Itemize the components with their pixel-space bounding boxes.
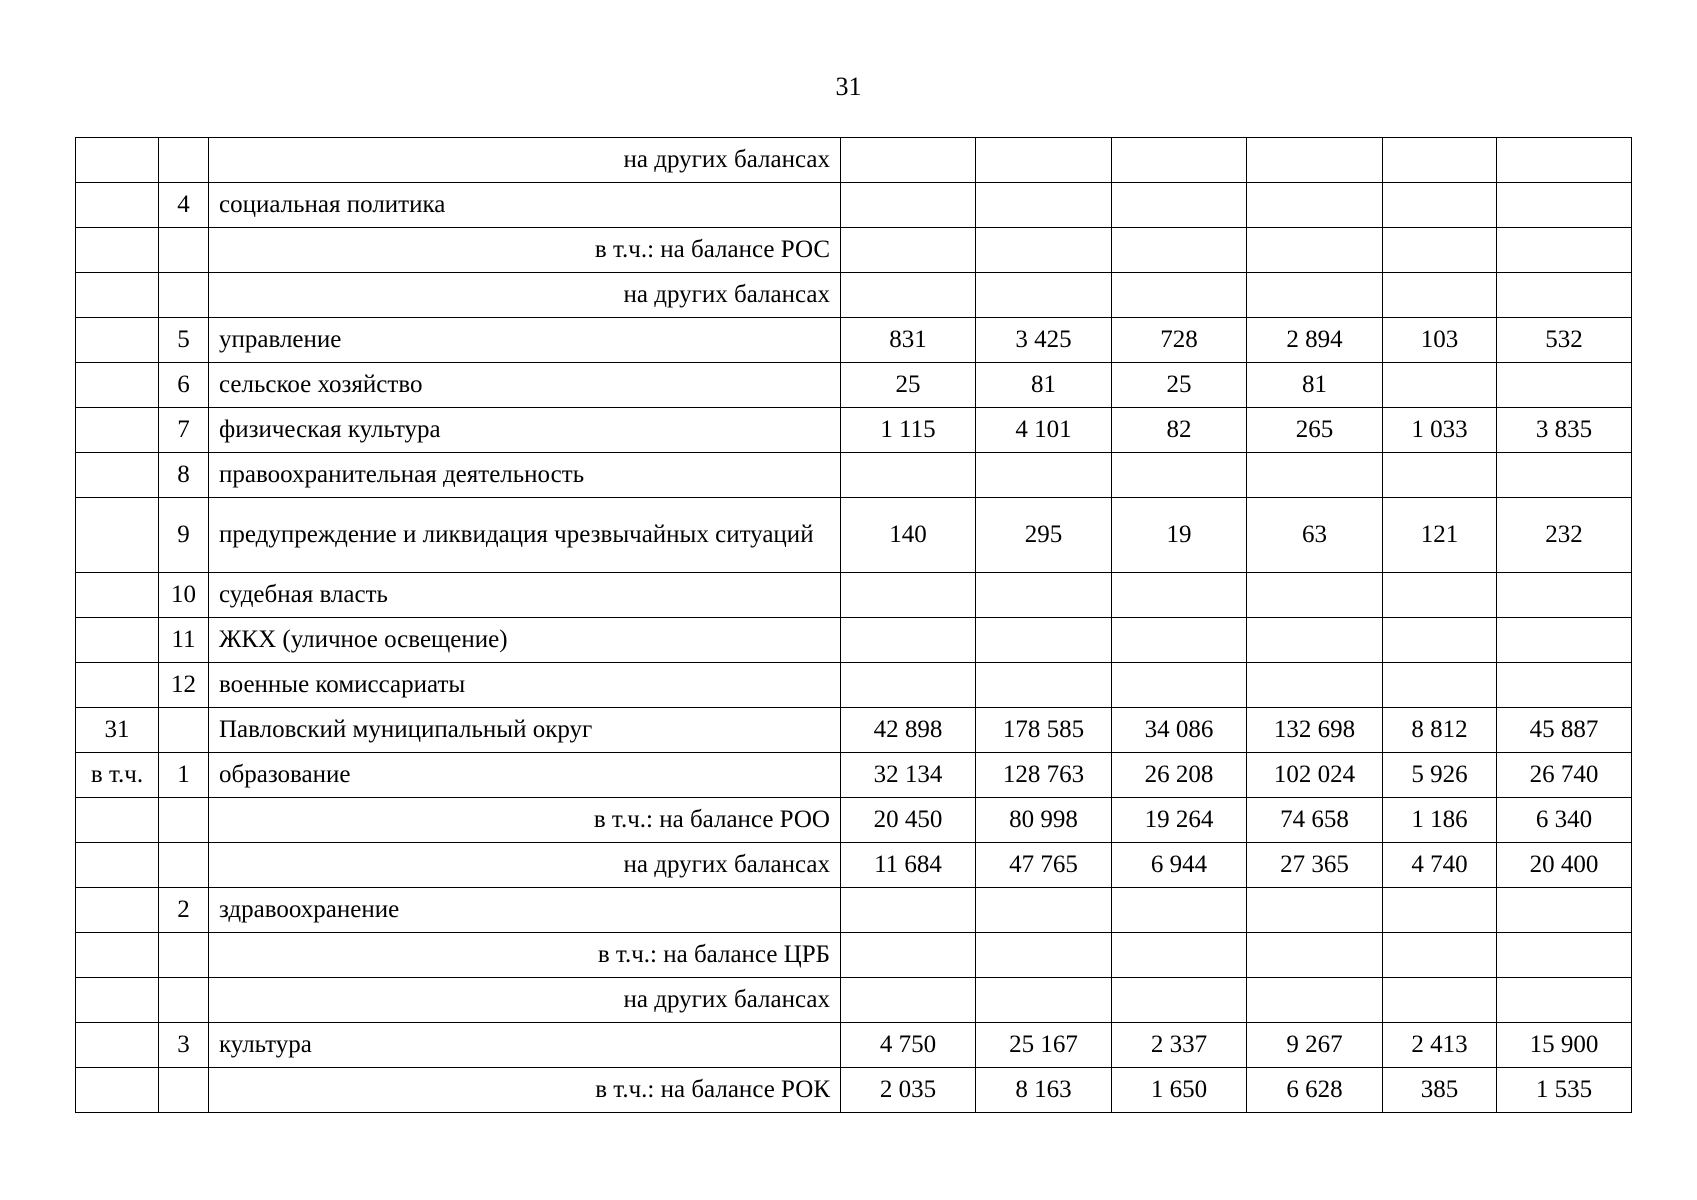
value-cell bbox=[1497, 183, 1632, 228]
value-cell: 9 267 bbox=[1247, 1023, 1383, 1068]
value-cell: 82 bbox=[1112, 408, 1247, 453]
value-cell bbox=[1247, 183, 1383, 228]
value-cell: 47 765 bbox=[976, 843, 1112, 888]
value-cell bbox=[1112, 663, 1247, 708]
table-row bbox=[76, 183, 1632, 228]
region-number-cell bbox=[76, 228, 159, 273]
category-name-cell: образование bbox=[209, 753, 841, 798]
item-number-cell: 12 bbox=[159, 663, 209, 708]
value-cell: 4 740 bbox=[1383, 843, 1497, 888]
table-row bbox=[76, 363, 1632, 408]
value-cell: 42 898 bbox=[841, 708, 976, 753]
value-cell: 265 bbox=[1247, 408, 1383, 453]
value-cell bbox=[1112, 138, 1247, 183]
category-name-cell: здравоохранение bbox=[209, 888, 841, 933]
value-cell bbox=[1497, 888, 1632, 933]
value-cell: 140 bbox=[841, 498, 976, 573]
value-cell: 2 894 bbox=[1247, 318, 1383, 363]
value-cell bbox=[1112, 228, 1247, 273]
value-cell bbox=[976, 888, 1112, 933]
value-cell bbox=[1497, 273, 1632, 318]
item-number-cell: 5 bbox=[159, 318, 209, 363]
value-cell bbox=[1112, 183, 1247, 228]
value-cell: 81 bbox=[1247, 363, 1383, 408]
value-cell: 45 887 bbox=[1497, 708, 1632, 753]
category-name-cell: физическая культура bbox=[209, 408, 841, 453]
value-cell: 103 bbox=[1383, 318, 1497, 363]
value-cell bbox=[841, 978, 976, 1023]
item-number-cell: 3 bbox=[159, 1023, 209, 1068]
table-row bbox=[76, 933, 1632, 978]
value-cell bbox=[1112, 573, 1247, 618]
category-name-cell: социальная политика bbox=[209, 183, 841, 228]
item-number-cell bbox=[159, 708, 209, 753]
item-number-cell bbox=[159, 933, 209, 978]
value-cell: 34 086 bbox=[1112, 708, 1247, 753]
table-row bbox=[76, 798, 1632, 843]
region-number-cell bbox=[76, 273, 159, 318]
value-cell bbox=[841, 453, 976, 498]
category-name-cell: управление bbox=[209, 318, 841, 363]
value-cell bbox=[1247, 273, 1383, 318]
value-cell bbox=[1247, 663, 1383, 708]
region-number-cell bbox=[76, 453, 159, 498]
value-cell: 20 400 bbox=[1497, 843, 1632, 888]
region-number-cell bbox=[76, 663, 159, 708]
region-number-cell bbox=[76, 618, 159, 663]
value-cell bbox=[1383, 933, 1497, 978]
value-cell: 5 926 bbox=[1383, 753, 1497, 798]
item-number-cell bbox=[159, 273, 209, 318]
category-name-cell: Павловский муниципальный округ bbox=[209, 708, 841, 753]
category-name-cell: на других балансах bbox=[209, 138, 841, 183]
value-cell bbox=[841, 618, 976, 663]
region-number-cell bbox=[76, 933, 159, 978]
value-cell bbox=[1497, 978, 1632, 1023]
item-number-cell bbox=[159, 1068, 209, 1113]
value-cell: 63 bbox=[1247, 498, 1383, 573]
value-cell bbox=[976, 978, 1112, 1023]
value-cell bbox=[841, 273, 976, 318]
value-cell: 1 033 bbox=[1383, 408, 1497, 453]
item-number-cell: 9 bbox=[159, 498, 209, 573]
value-cell: 81 bbox=[976, 363, 1112, 408]
value-cell: 2 337 bbox=[1112, 1023, 1247, 1068]
value-cell: 532 bbox=[1497, 318, 1632, 363]
value-cell: 19 264 bbox=[1112, 798, 1247, 843]
value-cell bbox=[1497, 228, 1632, 273]
value-cell: 20 450 bbox=[841, 798, 976, 843]
value-cell bbox=[1383, 978, 1497, 1023]
region-number-cell: в т.ч. bbox=[76, 753, 159, 798]
table-row bbox=[76, 408, 1632, 453]
value-cell bbox=[1383, 888, 1497, 933]
value-cell bbox=[1112, 618, 1247, 663]
value-cell bbox=[1497, 663, 1632, 708]
value-cell bbox=[841, 573, 976, 618]
region-number-cell bbox=[76, 978, 159, 1023]
value-cell bbox=[1112, 273, 1247, 318]
table-row bbox=[76, 318, 1632, 363]
value-cell: 25 167 bbox=[976, 1023, 1112, 1068]
value-cell: 3 835 bbox=[1497, 408, 1632, 453]
region-number-cell bbox=[76, 183, 159, 228]
value-cell bbox=[1383, 573, 1497, 618]
value-cell: 121 bbox=[1383, 498, 1497, 573]
item-number-cell bbox=[159, 978, 209, 1023]
category-name-cell: культура bbox=[209, 1023, 841, 1068]
table-row bbox=[76, 708, 1632, 753]
table-row bbox=[76, 663, 1632, 708]
category-name-cell: правоохранительная деятельность bbox=[209, 453, 841, 498]
region-number-cell bbox=[76, 843, 159, 888]
value-cell: 102 024 bbox=[1247, 753, 1383, 798]
item-number-cell bbox=[159, 843, 209, 888]
region-number-cell bbox=[76, 363, 159, 408]
value-cell bbox=[1497, 573, 1632, 618]
value-cell: 27 365 bbox=[1247, 843, 1383, 888]
value-cell: 25 bbox=[1112, 363, 1247, 408]
category-name-cell: в т.ч.: на балансе РОО bbox=[209, 798, 841, 843]
category-name-cell: судебная власть bbox=[209, 573, 841, 618]
value-cell bbox=[841, 888, 976, 933]
table-row bbox=[76, 1068, 1632, 1113]
value-cell: 26 740 bbox=[1497, 753, 1632, 798]
value-cell bbox=[1383, 273, 1497, 318]
value-cell bbox=[841, 138, 976, 183]
region-number-cell: 31 bbox=[76, 708, 159, 753]
region-number-cell bbox=[76, 573, 159, 618]
region-number-cell bbox=[76, 1023, 159, 1068]
value-cell bbox=[1247, 138, 1383, 183]
value-cell bbox=[1383, 618, 1497, 663]
value-cell: 8 163 bbox=[976, 1068, 1112, 1113]
value-cell: 1 186 bbox=[1383, 798, 1497, 843]
value-cell: 3 425 bbox=[976, 318, 1112, 363]
value-cell bbox=[1112, 888, 1247, 933]
value-cell: 6 628 bbox=[1247, 1068, 1383, 1113]
category-name-cell: на других балансах bbox=[209, 843, 841, 888]
value-cell bbox=[1247, 978, 1383, 1023]
value-cell bbox=[976, 273, 1112, 318]
category-name-cell: в т.ч.: на балансе ЦРБ bbox=[209, 933, 841, 978]
category-name-cell: на других балансах bbox=[209, 978, 841, 1023]
value-cell: 4 101 bbox=[976, 408, 1112, 453]
value-cell bbox=[976, 183, 1112, 228]
value-cell: 11 684 bbox=[841, 843, 976, 888]
table-row bbox=[76, 573, 1632, 618]
value-cell bbox=[1497, 453, 1632, 498]
item-number-cell: 8 bbox=[159, 453, 209, 498]
value-cell bbox=[841, 183, 976, 228]
value-cell: 25 bbox=[841, 363, 976, 408]
value-cell bbox=[1247, 453, 1383, 498]
item-number-cell: 10 bbox=[159, 573, 209, 618]
value-cell: 1 535 bbox=[1497, 1068, 1632, 1113]
value-cell bbox=[841, 933, 976, 978]
value-cell bbox=[1247, 888, 1383, 933]
value-cell bbox=[976, 228, 1112, 273]
category-name-cell: на других балансах bbox=[209, 273, 841, 318]
item-number-cell: 11 bbox=[159, 618, 209, 663]
table-row bbox=[76, 753, 1632, 798]
table-row bbox=[76, 978, 1632, 1023]
value-cell: 26 208 bbox=[1112, 753, 1247, 798]
value-cell: 80 998 bbox=[976, 798, 1112, 843]
value-cell bbox=[1383, 183, 1497, 228]
region-number-cell bbox=[76, 318, 159, 363]
value-cell: 15 900 bbox=[1497, 1023, 1632, 1068]
value-cell: 132 698 bbox=[1247, 708, 1383, 753]
page-number: 31 bbox=[835, 72, 862, 101]
value-cell: 1 650 bbox=[1112, 1068, 1247, 1113]
value-cell bbox=[976, 618, 1112, 663]
value-cell bbox=[976, 933, 1112, 978]
item-number-cell: 7 bbox=[159, 408, 209, 453]
value-cell bbox=[976, 573, 1112, 618]
value-cell bbox=[976, 663, 1112, 708]
region-number-cell bbox=[76, 138, 159, 183]
category-name-cell: в т.ч.: на балансе РОС bbox=[209, 228, 841, 273]
value-cell bbox=[1383, 138, 1497, 183]
value-cell: 2 413 bbox=[1383, 1023, 1497, 1068]
table-row bbox=[76, 138, 1632, 183]
value-cell: 4 750 bbox=[841, 1023, 976, 1068]
value-cell bbox=[1247, 228, 1383, 273]
table-row bbox=[76, 1023, 1632, 1068]
value-cell bbox=[1383, 453, 1497, 498]
region-number-cell bbox=[76, 498, 159, 573]
category-name-cell: военные комиссариаты bbox=[209, 663, 841, 708]
table-row bbox=[76, 273, 1632, 318]
value-cell: 385 bbox=[1383, 1068, 1497, 1113]
value-cell: 232 bbox=[1497, 498, 1632, 573]
category-name-cell: сельское хозяйство bbox=[209, 363, 841, 408]
value-cell: 8 812 bbox=[1383, 708, 1497, 753]
item-number-cell: 1 bbox=[159, 753, 209, 798]
table-row bbox=[76, 498, 1632, 573]
value-cell bbox=[1383, 363, 1497, 408]
item-number-cell bbox=[159, 798, 209, 843]
value-cell bbox=[1112, 453, 1247, 498]
value-cell: 728 bbox=[1112, 318, 1247, 363]
value-cell: 2 035 bbox=[841, 1068, 976, 1113]
region-number-cell bbox=[76, 1068, 159, 1113]
table-row bbox=[76, 843, 1632, 888]
value-cell bbox=[1112, 978, 1247, 1023]
data-table bbox=[75, 137, 1632, 1113]
item-number-cell bbox=[159, 228, 209, 273]
value-cell bbox=[1497, 363, 1632, 408]
value-cell bbox=[1383, 663, 1497, 708]
value-cell: 178 585 bbox=[976, 708, 1112, 753]
value-cell: 1 115 bbox=[841, 408, 976, 453]
item-number-cell: 4 bbox=[159, 183, 209, 228]
table-row bbox=[76, 618, 1632, 663]
category-name-cell: предупреждение и ликвидация чрезвычайных ситуаций bbox=[209, 498, 841, 573]
value-cell: 6 340 bbox=[1497, 798, 1632, 843]
value-cell bbox=[841, 228, 976, 273]
value-cell bbox=[1383, 228, 1497, 273]
region-number-cell bbox=[76, 798, 159, 843]
value-cell bbox=[1497, 618, 1632, 663]
item-number-cell bbox=[159, 138, 209, 183]
table-row bbox=[76, 453, 1632, 498]
value-cell bbox=[976, 138, 1112, 183]
value-cell bbox=[841, 663, 976, 708]
value-cell: 74 658 bbox=[1247, 798, 1383, 843]
item-number-cell: 2 bbox=[159, 888, 209, 933]
value-cell: 6 944 bbox=[1112, 843, 1247, 888]
value-cell: 19 bbox=[1112, 498, 1247, 573]
value-cell: 831 bbox=[841, 318, 976, 363]
table-body bbox=[76, 138, 1632, 1113]
value-cell bbox=[976, 453, 1112, 498]
table-row bbox=[76, 888, 1632, 933]
region-number-cell bbox=[76, 408, 159, 453]
table-row bbox=[76, 228, 1632, 273]
item-number-cell: 6 bbox=[159, 363, 209, 408]
category-name-cell: в т.ч.: на балансе РОК bbox=[209, 1068, 841, 1113]
region-number-cell bbox=[76, 888, 159, 933]
value-cell: 295 bbox=[976, 498, 1112, 573]
category-name-cell: ЖКХ (уличное освещение) bbox=[209, 618, 841, 663]
value-cell bbox=[1112, 933, 1247, 978]
value-cell bbox=[1247, 618, 1383, 663]
value-cell: 128 763 bbox=[976, 753, 1112, 798]
value-cell bbox=[1247, 573, 1383, 618]
value-cell: 32 134 bbox=[841, 753, 976, 798]
value-cell bbox=[1497, 933, 1632, 978]
value-cell bbox=[1497, 138, 1632, 183]
value-cell bbox=[1247, 933, 1383, 978]
